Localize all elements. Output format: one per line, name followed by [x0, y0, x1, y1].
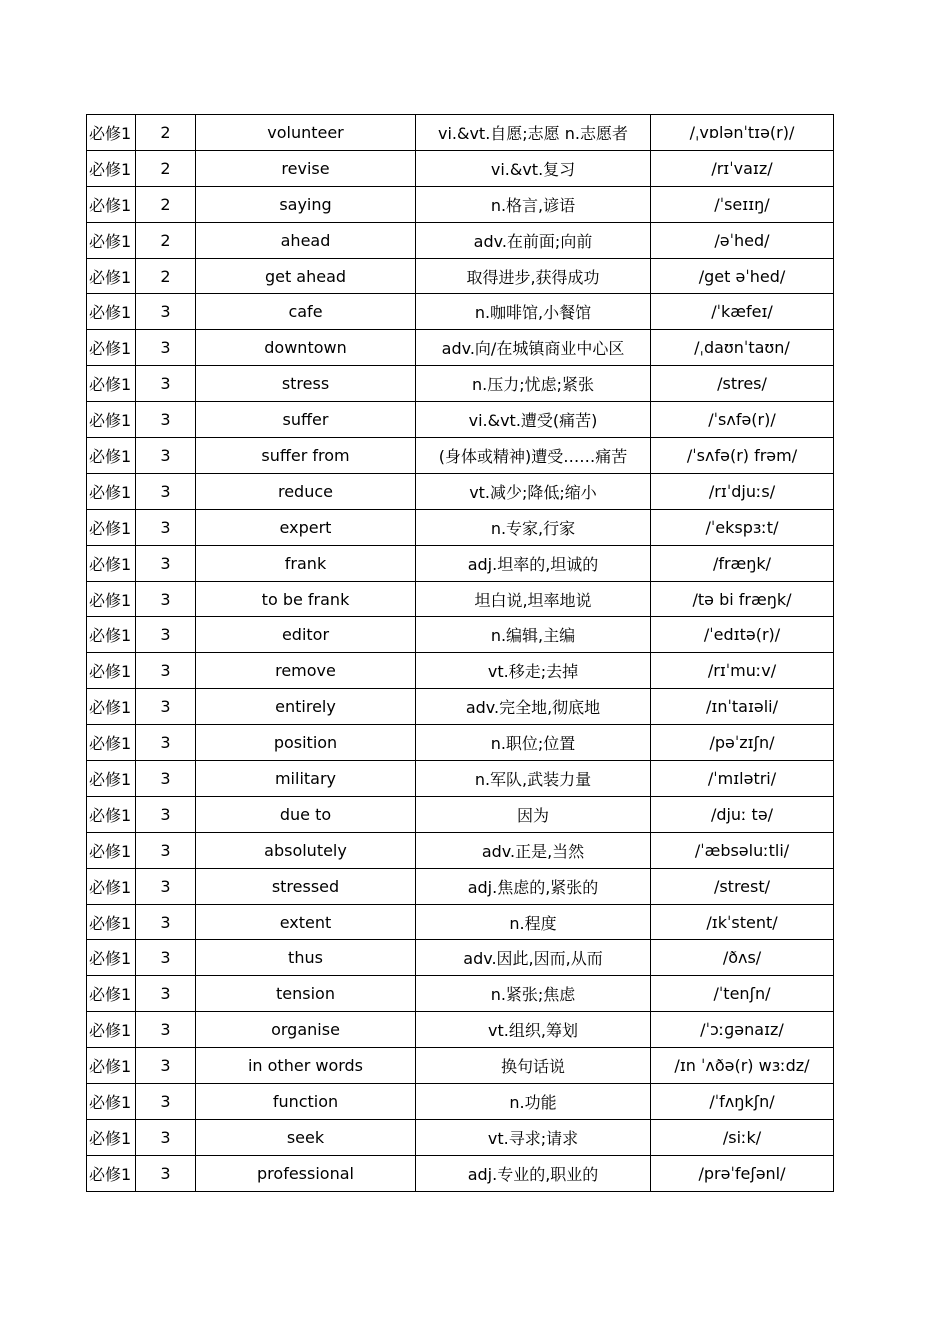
table-row [87, 653, 834, 689]
unit-cell: 3 [136, 545, 196, 581]
unit-cell: 3 [136, 689, 196, 725]
book-cell: 必修1 [87, 617, 136, 653]
word-cell: suffer [196, 402, 416, 438]
book-cell: 必修1 [87, 1155, 136, 1191]
book-cell: 必修1 [87, 1048, 136, 1084]
word-cell: ahead [196, 222, 416, 258]
table-row [87, 904, 834, 940]
table-row [87, 1084, 834, 1120]
table-row [87, 617, 834, 653]
word-cell: in other words [196, 1048, 416, 1084]
table-row [87, 832, 834, 868]
word-cell: volunteer [196, 115, 416, 151]
book-cell: 必修1 [87, 868, 136, 904]
meaning-cell: n.格言,谚语 [416, 186, 651, 222]
word-cell: suffer from [196, 438, 416, 474]
unit-cell: 3 [136, 473, 196, 509]
word-cell: entirely [196, 689, 416, 725]
table-row [87, 1119, 834, 1155]
book-cell: 必修1 [87, 689, 136, 725]
phonetic-cell: /pəˈzɪʃn/ [651, 725, 834, 761]
unit-cell: 3 [136, 366, 196, 402]
book-cell: 必修1 [87, 438, 136, 474]
phonetic-cell: /ˈekspɜːt/ [651, 509, 834, 545]
phonetic-cell: /rɪˈvaɪz/ [651, 150, 834, 186]
table-row [87, 473, 834, 509]
book-cell: 必修1 [87, 1119, 136, 1155]
book-cell: 必修1 [87, 509, 136, 545]
table-row [87, 1048, 834, 1084]
phonetic-cell: /ˈseɪɪŋ/ [651, 186, 834, 222]
word-cell: thus [196, 940, 416, 976]
table-row [87, 402, 834, 438]
phonetic-cell: /ˈæbsəluːtli/ [651, 832, 834, 868]
meaning-cell: n.程度 [416, 904, 651, 940]
meaning-cell: vt.寻求;请求 [416, 1119, 651, 1155]
book-cell: 必修1 [87, 1012, 136, 1048]
book-cell: 必修1 [87, 976, 136, 1012]
word-cell: to be frank [196, 581, 416, 617]
unit-cell: 3 [136, 761, 196, 797]
phonetic-cell: /get əˈhed/ [651, 258, 834, 294]
word-cell: professional [196, 1155, 416, 1191]
book-cell: 必修1 [87, 725, 136, 761]
table-row [87, 545, 834, 581]
book-cell: 必修1 [87, 796, 136, 832]
unit-cell: 3 [136, 1048, 196, 1084]
phonetic-cell: /ˈfʌŋkʃn/ [651, 1084, 834, 1120]
meaning-cell: vi.&vt.自愿;志愿 n.志愿者 [416, 115, 651, 151]
unit-cell: 3 [136, 725, 196, 761]
meaning-cell: adv.向/在城镇商业中心区 [416, 330, 651, 366]
meaning-cell: 换句话说 [416, 1048, 651, 1084]
table-row [87, 725, 834, 761]
unit-cell: 3 [136, 1119, 196, 1155]
table-row [87, 366, 834, 402]
word-cell: stressed [196, 868, 416, 904]
meaning-cell: vt.减少;降低;缩小 [416, 473, 651, 509]
meaning-cell: adj.焦虑的,紧张的 [416, 868, 651, 904]
phonetic-cell: /ˈtenʃn/ [651, 976, 834, 1012]
phonetic-cell: /ˌvɒlənˈtɪə(r)/ [651, 115, 834, 151]
phonetic-cell: /ˌdaʊnˈtaʊn/ [651, 330, 834, 366]
phonetic-cell: /djuː tə/ [651, 796, 834, 832]
table-row [87, 940, 834, 976]
word-cell: function [196, 1084, 416, 1120]
unit-cell: 2 [136, 258, 196, 294]
unit-cell: 2 [136, 115, 196, 151]
table-row [87, 294, 834, 330]
phonetic-cell: /ˈkæfeɪ/ [651, 294, 834, 330]
meaning-cell: adv.因此,因而,从而 [416, 940, 651, 976]
book-cell: 必修1 [87, 294, 136, 330]
unit-cell: 3 [136, 509, 196, 545]
meaning-cell: n.军队,武装力量 [416, 761, 651, 797]
book-cell: 必修1 [87, 150, 136, 186]
word-cell: saying [196, 186, 416, 222]
phonetic-cell: /ˈsʌfə(r) frəm/ [651, 438, 834, 474]
word-cell: position [196, 725, 416, 761]
table-row [87, 222, 834, 258]
unit-cell: 3 [136, 796, 196, 832]
unit-cell: 3 [136, 868, 196, 904]
unit-cell: 3 [136, 402, 196, 438]
meaning-cell: n.专家,行家 [416, 509, 651, 545]
unit-cell: 2 [136, 222, 196, 258]
table-row [87, 150, 834, 186]
word-cell: organise [196, 1012, 416, 1048]
phonetic-cell: /strest/ [651, 868, 834, 904]
meaning-cell: n.功能 [416, 1084, 651, 1120]
phonetic-cell: /əˈhed/ [651, 222, 834, 258]
word-cell: stress [196, 366, 416, 402]
word-cell: tension [196, 976, 416, 1012]
phonetic-cell: /ˈsʌfə(r)/ [651, 402, 834, 438]
meaning-cell: vi.&vt.复习 [416, 150, 651, 186]
phonetic-cell: /ɪnˈtaɪəli/ [651, 689, 834, 725]
table-row [87, 258, 834, 294]
vocabulary-table-body [87, 115, 834, 1192]
book-cell: 必修1 [87, 653, 136, 689]
table-row [87, 330, 834, 366]
unit-cell: 3 [136, 832, 196, 868]
book-cell: 必修1 [87, 115, 136, 151]
book-cell: 必修1 [87, 940, 136, 976]
table-row [87, 1155, 834, 1191]
word-cell: extent [196, 904, 416, 940]
meaning-cell: (身体或精神)遭受……痛苦 [416, 438, 651, 474]
unit-cell: 3 [136, 653, 196, 689]
meaning-cell: adj.专业的,职业的 [416, 1155, 651, 1191]
table-row [87, 438, 834, 474]
word-cell: reduce [196, 473, 416, 509]
phonetic-cell: /stres/ [651, 366, 834, 402]
phonetic-cell: /tə bi fræŋk/ [651, 581, 834, 617]
unit-cell: 3 [136, 904, 196, 940]
word-cell: get ahead [196, 258, 416, 294]
word-cell: military [196, 761, 416, 797]
table-row [87, 976, 834, 1012]
phonetic-cell: /ˈmɪlətri/ [651, 761, 834, 797]
meaning-cell: adv.正是,当然 [416, 832, 651, 868]
phonetic-cell: /ɪn ˈʌðə(r) wɜːdz/ [651, 1048, 834, 1084]
meaning-cell: 取得进步,获得成功 [416, 258, 651, 294]
book-cell: 必修1 [87, 186, 136, 222]
unit-cell: 3 [136, 1084, 196, 1120]
table-row [87, 868, 834, 904]
table-row [87, 1012, 834, 1048]
unit-cell: 3 [136, 1155, 196, 1191]
phonetic-cell: /prəˈfeʃənl/ [651, 1155, 834, 1191]
unit-cell: 3 [136, 581, 196, 617]
book-cell: 必修1 [87, 545, 136, 581]
meaning-cell: vi.&vt.遭受(痛苦) [416, 402, 651, 438]
book-cell: 必修1 [87, 366, 136, 402]
unit-cell: 3 [136, 940, 196, 976]
unit-cell: 2 [136, 150, 196, 186]
word-cell: absolutely [196, 832, 416, 868]
unit-cell: 3 [136, 617, 196, 653]
word-cell: revise [196, 150, 416, 186]
meaning-cell: n.职位;位置 [416, 725, 651, 761]
book-cell: 必修1 [87, 761, 136, 797]
meaning-cell: n.紧张;焦虑 [416, 976, 651, 1012]
unit-cell: 3 [136, 330, 196, 366]
meaning-cell: vt.移走;去掉 [416, 653, 651, 689]
book-cell: 必修1 [87, 832, 136, 868]
unit-cell: 3 [136, 294, 196, 330]
unit-cell: 3 [136, 438, 196, 474]
table-row [87, 581, 834, 617]
meaning-cell: n.压力;忧虑;紧张 [416, 366, 651, 402]
word-cell: seek [196, 1119, 416, 1155]
meaning-cell: 坦白说,坦率地说 [416, 581, 651, 617]
phonetic-cell: /fræŋk/ [651, 545, 834, 581]
phonetic-cell: /rɪˈdjuːs/ [651, 473, 834, 509]
meaning-cell: n.编辑,主编 [416, 617, 651, 653]
unit-cell: 3 [136, 1012, 196, 1048]
book-cell: 必修1 [87, 1084, 136, 1120]
meaning-cell: adv.在前面;向前 [416, 222, 651, 258]
meaning-cell: 因为 [416, 796, 651, 832]
word-cell: cafe [196, 294, 416, 330]
book-cell: 必修1 [87, 904, 136, 940]
table-row [87, 115, 834, 151]
meaning-cell: adj.坦率的,坦诚的 [416, 545, 651, 581]
unit-cell: 2 [136, 186, 196, 222]
book-cell: 必修1 [87, 402, 136, 438]
meaning-cell: vt.组织,筹划 [416, 1012, 651, 1048]
word-cell: due to [196, 796, 416, 832]
word-cell: remove [196, 653, 416, 689]
phonetic-cell: /rɪˈmuːv/ [651, 653, 834, 689]
table-row [87, 689, 834, 725]
meaning-cell: adv.完全地,彻底地 [416, 689, 651, 725]
table-row [87, 761, 834, 797]
phonetic-cell: /ˈedɪtə(r)/ [651, 617, 834, 653]
book-cell: 必修1 [87, 473, 136, 509]
unit-cell: 3 [136, 976, 196, 1012]
book-cell: 必修1 [87, 222, 136, 258]
meaning-cell: n.咖啡馆,小餐馆 [416, 294, 651, 330]
table-row [87, 186, 834, 222]
book-cell: 必修1 [87, 258, 136, 294]
phonetic-cell: /siːk/ [651, 1119, 834, 1155]
table-row [87, 796, 834, 832]
vocabulary-table [86, 114, 834, 1192]
word-cell: editor [196, 617, 416, 653]
book-cell: 必修1 [87, 330, 136, 366]
table-row [87, 509, 834, 545]
word-cell: expert [196, 509, 416, 545]
phonetic-cell: /ˈɔːɡənaɪz/ [651, 1012, 834, 1048]
word-cell: frank [196, 545, 416, 581]
book-cell: 必修1 [87, 581, 136, 617]
word-cell: downtown [196, 330, 416, 366]
phonetic-cell: /ðʌs/ [651, 940, 834, 976]
phonetic-cell: /ɪkˈstent/ [651, 904, 834, 940]
